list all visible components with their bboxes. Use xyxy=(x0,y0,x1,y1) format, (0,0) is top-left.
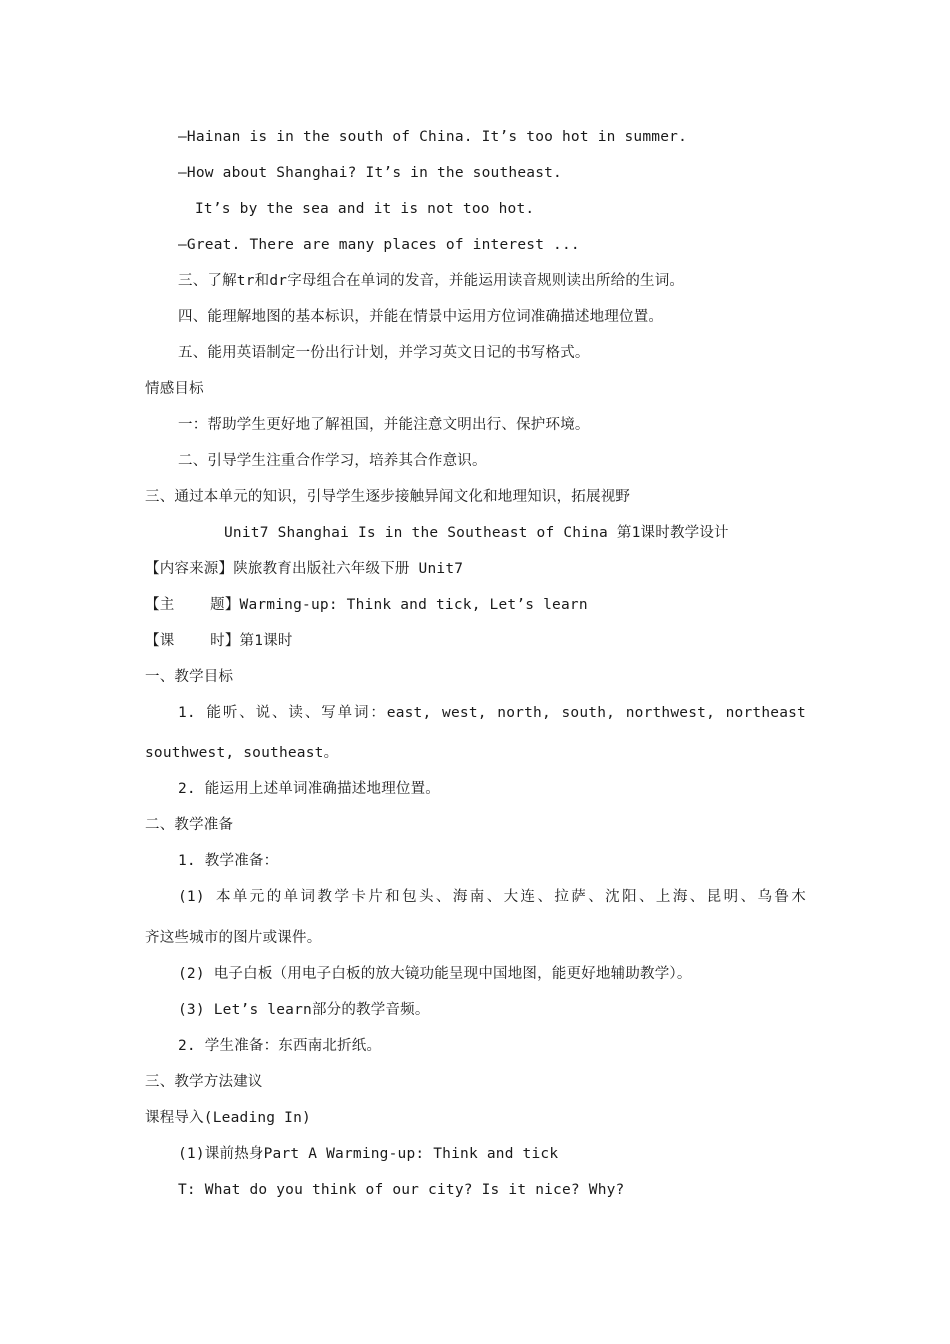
dialogue-line-shanghai: —How about Shanghai? It’s in the southeast. xyxy=(178,165,562,181)
affective-goal-3: 三、通过本单元的知识，引导学生逐步接触异闻文化和地理知识，拓展视野 xyxy=(145,489,631,505)
affective-goal-1: 一：帮助学生更好地了解祖国，并能注意文明出行、保护环境。 xyxy=(178,417,590,433)
lesson-title: Unit7 Shanghai Is in the Southeast of China 第1课时教学设计 xyxy=(224,525,729,541)
dialogue-line-hainan: —Hainan is in the south of China. It’s too hot in summer. xyxy=(178,129,687,145)
affective-goal-2: 二、引导学生注重合作学习，培养其合作意识。 xyxy=(178,453,487,469)
goal-item-4: 四、能理解地图的基本标识，并能在情景中运用方位词准确描述地理位置。 xyxy=(178,309,664,325)
content-source: 【内容来源】陕旅教育出版社六年级下册 Unit7 xyxy=(145,561,464,577)
section-heading-method: 三、教学方法建议 xyxy=(145,1074,263,1090)
teacher-question: T: What do you think of our city? Is it nice? Why? xyxy=(178,1182,625,1198)
preparation-item-2: (2) 电子白板（用电子白板的放大镜功能呈现中国地图，能更好地辅助教学）。 xyxy=(178,966,692,982)
teaching-goal-2: 2. 能运用上述单词准确描述地理位置。 xyxy=(178,781,440,797)
teaching-goal-1-cont: southwest, southeast。 xyxy=(145,745,339,761)
teaching-goal-1: 1. 能听、说、读、写单词：east, west, north, south, northwest, northeast xyxy=(178,705,806,721)
lesson-topic: 【主 题】Warming-up: Think and tick, Let’s learn xyxy=(145,597,588,613)
preparation-item-3: (3) Let’s learn部分的教学音频。 xyxy=(178,1002,430,1018)
goal-item-5: 五、能用英语制定一份出行计划，并学习英文日记的书写格式。 xyxy=(178,345,590,361)
goal-item-3: 三、了解tr和dr字母组合在单词的发音，并能运用读音规则读出所给的生词。 xyxy=(178,273,685,289)
preparation-item-1-cont: 齐这些城市的图片或课件。 xyxy=(145,930,322,946)
teacher-preparation: 1. 教学准备： xyxy=(178,853,279,869)
lesson-period: 【课 时】第1课时 xyxy=(145,633,293,649)
dialogue-line-by-sea: It’s by the sea and it is not too hot. xyxy=(195,201,535,217)
section-heading-affective-goals: 情感目标 xyxy=(145,381,204,397)
student-preparation: 2. 学生准备：东西南北折纸。 xyxy=(178,1038,382,1054)
warming-up-item: (1)课前热身Part A Warming-up: Think and tick xyxy=(178,1146,559,1162)
dialogue-line-great: —Great. There are many places of interest ... xyxy=(178,237,580,253)
leading-in-heading: 课程导入(Leading In) xyxy=(145,1110,311,1126)
section-heading-teaching-goals: 一、教学目标 xyxy=(145,669,234,685)
preparation-item-1: (1) 本单元的单词教学卡片和包头、海南、大连、拉萨、沈阳、上海、昆明、乌鲁木 xyxy=(178,889,806,905)
section-heading-preparation: 二、教学准备 xyxy=(145,817,234,833)
